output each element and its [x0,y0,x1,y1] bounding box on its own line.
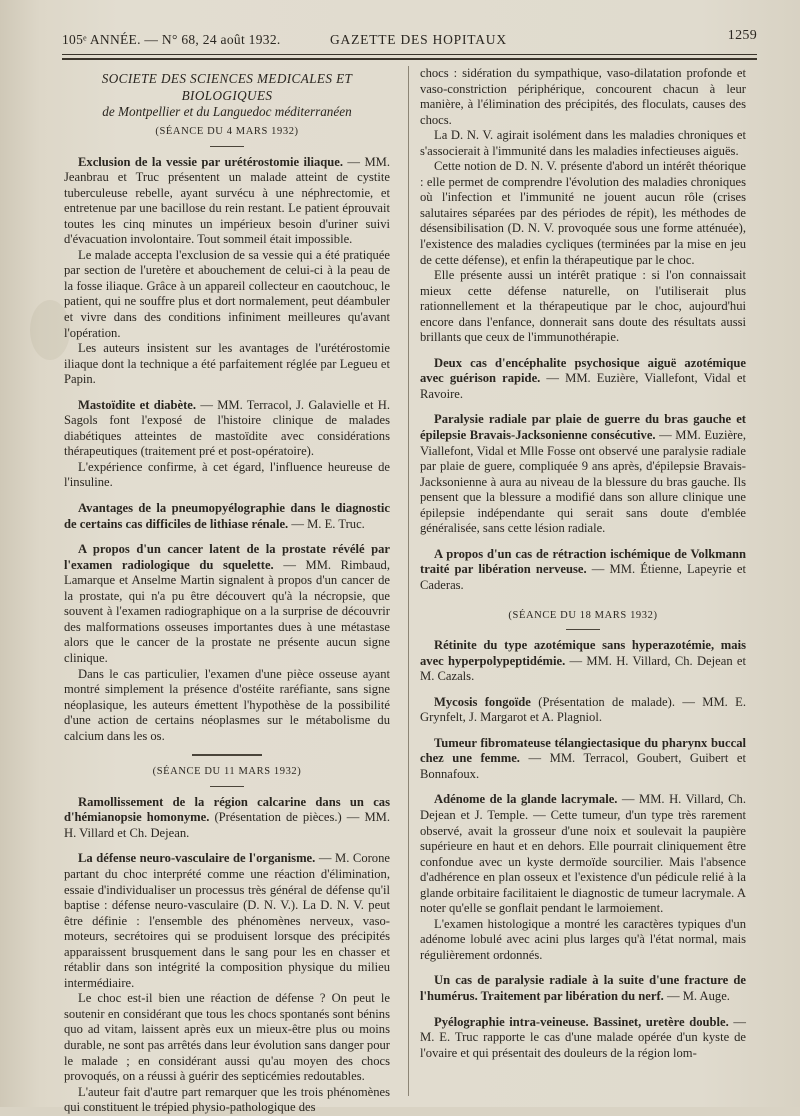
article-paragraph [64,501,390,532]
article-body: — MM. Euzière, Viallefont, Vidal et Mlle Fosse ont observé une paralysie radiale par plaie de guere, compliquée 9 ans après, d'épilepsie Bravais-Jacksonienne à aura au niveau de la blessure du bras gauche. Ils pensent que la blessure a modifié dans son allure clinique une épilepsie indépendante qui serait sans doute d'emblée généralisée, sans cette lésion radiale. [420,428,746,536]
article-paragraph: Elle présente aussi un intérêt pratique : si l'on connaissait mieux cette défense naturelle, on l'utiliserait plus rationnellement et la thérapeutique par le choc, aujourd'hui encore dans l'enfance, donnerait sans doute des résultats aussi brillants que ceux de l'immunothérapie. [420,268,746,345]
article-paragraph [420,356,746,403]
page-number: 1259 [727,28,757,43]
article-title: Ramollissement de la région calcarine dans un cas d'hémianopsie homonyme. [64,794,390,825]
article-body: — MM. Terracol, J. Galavielle et H. Sagols font l'exposé de l'histoire clinique de malades diabétiques atteintes de mastoïdite avec considérations thérapeutiques (traitement pré et post-opératoire). [64,397,390,459]
left-column [64,66,390,1116]
article-title: Tumeur fibromateuse télangiectasique du pharynx buccal chez une femme. [420,735,746,766]
article-body: — MM. H. Villard, Ch. Dejean et M. Cazals. [420,653,746,684]
seance-heading: (SÉANCE DU 4 MARS 1932) [155,126,299,137]
article-title: Paralysie radiale par plaie de guerre du bras gauche et épilepsie Bravais-Jacksonienne consécutive. [420,412,746,443]
section-rule [192,754,262,756]
article-paragraph [64,398,390,460]
section-rule [566,629,600,630]
article-body: — MM. Rimbaud, Lamarque et Anselme Martin signalent à propos d'un cancer de la prostate, qui n'a pu être découvert qu'à la nécropsie, que souvent à l'examen radiographique on a la surprise de découvrir des malformations osseuses importantes dues à une métastase alors que le cancer de la prostate ne présente aucun signe clinique. [64,557,390,665]
article-title: Deux cas d'encéphalite psychosique aiguë azotémique avec guérison rapide. [420,355,746,386]
article-paragraph: Le choc est-il bien une réaction de défense ? On peut le soutenir en considérant que tous les chocs spontanés sont bénins quo ad vitam, laissent après eux un mieux-être plus ou moins durable, ne sont pas arrêtés dans leur évolution sans danger pour le malade ; en considérant aussi qu'au moyen des chocs provoqués, on a réussi à guérir des septicémies redoutables. [64,991,390,1084]
article-body: — M. E. Truc. [288,516,365,531]
article-title: Adénome de la glande lacrymale. [434,792,618,807]
article-paragraph [64,795,390,842]
article-paragraph [420,547,746,594]
article-body: — MM. Euzière, Viallefont, Vidal et Ravoire. [420,371,747,401]
article-body: — MM. H. Villard, Ch. Dejean et J. Temple. — Cette tumeur, d'un type très rarement observé, avait la grosseur d'une noix et soulevait la paupière supérieure en haut et en dehors. Elle pourrait cliniquement être confondue avec un kyste dermoïde sourcilier. Mais l'absence d'adhérence en plan osseux et l'existence d'un pédicule relié à la glande orbitaire facilitaient le diagnostic de tumeur lacrymale. A noter qu'elle se gonflait pendant le larmoiement. [420,792,746,916]
seance-heading: (SÉANCE DU 18 MARS 1932) [508,609,658,621]
header-rule [62,54,757,55]
article-paragraph: Les auteurs insistent sur les avantages de l'urétérostomie iliaque dont la technique a été parfaitement réglée par Legueu et Papin. [64,341,390,387]
article-title: A propos d'un cas de rétraction ischémique de Volkmann traité par libération nerveuse. [420,546,746,577]
article-body: — MM. Étienne, Lapeyrie et Caderas. [420,562,746,592]
column-divider [408,66,409,1096]
article-body: — M. E. Truc rapporte le cas d'une malade opérée d'un kyste de l'ovaire et qui présentait des douleurs de la région lom- [420,1014,746,1060]
right-column [420,66,746,1061]
article-title: Avantages de la pneumopyélographie dans le diagnostic de certains cas difficiles de lithiase rénale. [64,501,390,531]
article-body: — M. Corone partant du choc interprété comme une réaction d'élimination, essaie d'individualiser un processus très général de défense qu'il baptise : défense neuro-vasculaire (D. N. V.). La D. N. V. peut être définie : l'ensemble des phénomènes nerveux, vaso-moteurs, secrétoires qui se produisent lorsque des précipités apparaissent brusquement dans le sang pour les en chasser et rétablir dans son intégrité la composition physique du milieu intermédiaire. [64,851,390,990]
society-title: SOCIETE DES SCIENCES MEDICALES ET BIOLOGIQUES [101,71,353,103]
article-paragraph [420,973,746,1004]
article-paragraph [64,155,390,248]
article-paragraph: Le malade accepta l'exclusion de sa vessie qui a été pratiquée par section de l'uretère et abouchement de celui-ci à la peau de la fosse iliaque. Grâce à un appareil collecteur en caoutchouc, le patient, qui ne souffre plus et dort normalement, peut déambuler et vivre dans des conditions infiniment meilleures qu'avant l'opération. [64,247,390,340]
article-paragraph [420,638,746,685]
article-paragraph [64,851,390,991]
issue-info: 105ᵉ ANNÉE. — N° 68, 24 août 1932. [62,32,281,47]
article-paragraph [420,695,746,726]
journal-title: GAZETTE DES HOPITAUX [330,32,507,47]
society-subtitle: de Montpellier et du Languedoc méditerranéen [102,104,352,119]
article-paragraph [420,792,746,916]
seance-heading: (SÉANCE DU 11 MARS 1932) [152,766,302,778]
article-body: (Présentation de malade). — MM. E. Grynfelt, J. Margarot et A. Plagniol. [420,694,746,725]
article-title: Mycosis fongoïde [434,694,531,709]
article-body: — M. Auge. [663,988,730,1003]
section-rule [210,146,244,147]
article-paragraph [420,412,746,536]
article-body: — MM. Jeanbrau et Truc présentent un malade atteint de cystite tuberculeuse rebelle, ayant survécu à une néphrectomie, et entretenue par une bacillose du rein restant. Le patient éprouvait toutes les cinq minutes un impérieux besoin d'uriner suivi d'évacuation involontaire. Tout sommeil était impossible. [64,154,390,247]
article-paragraph [420,1015,746,1062]
article-paragraph [420,736,746,783]
article-title: La défense neuro-vasculaire de l'organisme. [78,851,316,866]
section-rule [210,786,244,787]
article-paragraph: L'expérience confirme, à cet égard, l'influence heureuse de l'insuline. [64,459,390,490]
article-paragraph: La D. N. V. agirait isolément dans les maladies chroniques et s'associerait à l'immunité dans les maladies infectieuses aiguës. [420,128,746,158]
article-paragraph: chocs : sidération du sympathique, vaso-dilatation profonde et vaso-constriction périphérique, concourent chacun à leur manière, à l'élimination des précipités, des floculats, causes des chocs. [420,66,746,127]
article-title: Pyélographie intra-veineuse. Bassinet, uretère double. [434,1014,729,1029]
article-body: (Présentation de pièces.) — MM. H. Villard et Ch. Dejean. [64,810,390,840]
article-title: Mastoïdite et diabète. [78,397,197,412]
article-paragraph: Dans le cas particulier, l'examen d'une pièce osseuse ayant montré simplement la présence d'ostéite raréfiante, sans signe néoplasique, les auteurs émettent l'hypothèse de la possibilité d'une action de certains néoplasmes sur le métabolisme du calcium dans les os. [64,666,390,743]
article-paragraph: L'auteur fait d'autre part remarquer que les trois phénomènes qui constituent le trépied physio-pathologique des [64,1084,390,1115]
article-title: Un cas de paralysie radiale à la suite d'une fracture de l'humérus. Traitement par libération du nerf. [420,973,746,1003]
article-paragraph: L'examen histologique a montré les caractères typiques d'un adénome lobulé avec acini plus larges qu'à l'état normal, mais régulièrement ordonnés. [420,916,746,962]
article-paragraph [64,542,390,666]
article-title: A propos d'un cancer latent de la prostate révélé par l'examen radiologique du squelette. [64,542,390,572]
article-title: Exclusion de la vessie par urétérostomie iliaque. [78,154,343,169]
page-header [62,26,757,52]
article-paragraph: Cette notion de D. N. V. présente d'abord un intérêt théorique : elle permet de comprendre l'évolution des maladies chroniques où l'infection et l'immunité ne jouent aucun rôle (crises salutaires séparées par des périodes de répit), les méthodes de désensibilisation (D. N. V. provoquée sous une forme atténuée), l'existence des maladies cycliques (terminées par la mise en jeu de cette défense), et enfin la thérapeutique par le choc. [420,159,746,267]
header-rule-thick [62,58,757,60]
article-title: Rétinite du type azotémique sans hyperazotémie, mais avec hyperpolypeptidémie. [420,638,746,668]
article-body: — MM. Terracol, Goubert, Guibert et Bonnafoux. [420,751,746,781]
